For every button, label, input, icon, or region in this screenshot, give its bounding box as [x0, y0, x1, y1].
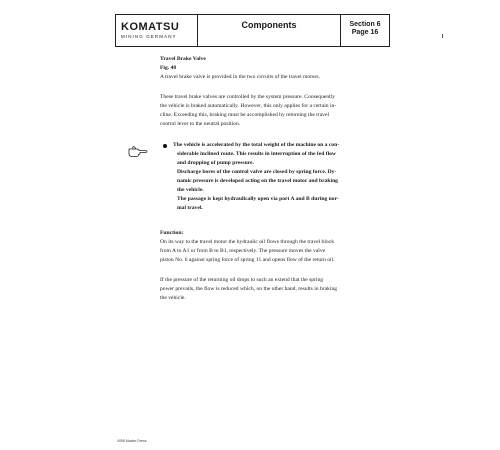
function-line-3: piston No. 6 against spring force of spring 11 and opens flow of the return oil. — [160, 257, 335, 263]
note-line-1: The vehicle is accelerated by the total weight of the machine on a con- — [173, 142, 340, 148]
margin-mark — [442, 34, 443, 38]
page-label: Page 16 — [351, 29, 379, 36]
paragraph-1-line-3: cline. Exceeding this, braking must be accomplished by returning the travel — [160, 112, 330, 118]
function-line-2: from A to A1 or from B to B1, respectively. The pressure moves the valve — [160, 248, 326, 254]
note-bullet — [163, 144, 167, 148]
pointing-hand-icon — [128, 145, 148, 157]
note-line-7: The passage is kept hydraulically open via port A and B during nor- — [177, 196, 339, 202]
header-title-underline — [243, 46, 322, 47]
paragraph-3-line-2: power prevails, the flow is reduced which, on the other hand, results in braking — [160, 286, 338, 292]
komatsu-logo — [116, 15, 198, 46]
note-line-6: the vehicle. — [177, 187, 204, 193]
note-line-4: Discharge bores of the control valve are closed by spring force. Dy- — [177, 169, 337, 175]
paragraph-1-line-4: control lever to the neutral position. — [160, 121, 241, 127]
note-line-5: namic pressure is developed acting on the travel motor and braking — [177, 178, 338, 184]
note-line-8: mal travel. — [177, 205, 203, 211]
section-label: Section 6 — [349, 21, 381, 28]
page-footer: 4058 Master Dress — [117, 439, 147, 443]
page-header — [115, 14, 390, 47]
header-title-text: Components — [241, 20, 297, 30]
figure-label: Fig. 48 — [160, 65, 177, 71]
logo-main-text: KOMATSU — [121, 21, 180, 33]
function-line-1: On its way to the travel motor the hydraulic oil flows through the travel block — [160, 239, 334, 245]
section-heading: Travel Brake Valve — [160, 56, 206, 62]
paragraph-1-line-1: These travel brake valves are controlled by the system pressure. Consequently — [160, 94, 336, 100]
intro-text: A travel brake valve is provided in the two circuits of the travel motors. — [160, 74, 320, 80]
paragraph-1-line-2: the vehicle is braked automatically. However, this only applies for a certain in- — [160, 103, 337, 109]
paragraph-3-line-1: If the pressure of the returning oil drops to such an extend that the spring — [160, 277, 324, 283]
paragraph-3-line-3: the vehicle. — [160, 295, 186, 301]
note-line-2: siderable inclined route. This results in interruption of the fed flow — [177, 151, 336, 157]
header-section-info — [341, 15, 389, 46]
function-heading: Function: — [160, 230, 184, 236]
header-title — [198, 15, 341, 46]
note-line-3: and dropping of pump pressure. — [177, 160, 254, 166]
logo-sub-text: MINING GERMANY — [121, 34, 177, 39]
